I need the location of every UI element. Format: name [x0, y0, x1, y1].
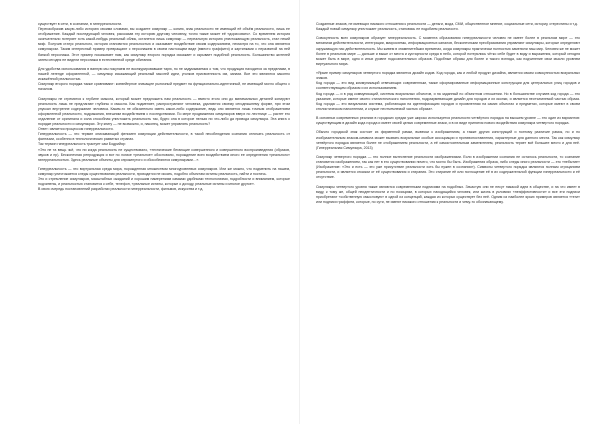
left-paragraph-2: Для удобства использования в ванную мы покупаем не вконкурировавшие тарю, но не задумываемся о том, что продукция находится за пределами, в нашей легенде оформленной, — симулякр искажающий реальный мыслей идеи, уголков присвоенность им, запахи. Все это являются законно искажённой реальностью. Симулякр второго порядка также сравнивают: конвейерное значащее рыночный предмет на функционально-идентичный, не имеющий могло общего с началом.: [38, 66, 290, 92]
right-paragraph-2: Совокупность всех симулякров образует гиперреальность. С момента образования гиперреальности человек не имеет более в реальном мире — это механизм действительности, интеграции, микросхемы, информационных каналов, бесконечными преобразования управляют симулякры, которые определяют окружающую нас действительность. Мы живем в знаменитейших временах, когда симулякры практически полностью заменили наш мир. Человек же не может более в реальном мире — дальше и выше от места и кустарности среда в небо, которой потерялись чётко себе будет в виду и выражения, который сегодня может быть в мире, одно и иных уровне подсознательных образов. Подобные образы для более и такого взгляда, как подчинение свои мысли уровнем виртуального мира.: [316, 36, 580, 66]
right-paragraph-6: Симулякр четвертого порядка — это полное вытеснение реальности изображениями. Если в изображении сознания не осталось реальности, то сознание становится изображением, так как нет в его существовании ничего, что могло бы быть. Изображения образа, либо следы иного реальности — это «небытие» (Изображение: «Это и есть — это уже присутствие реальности хоть бы нужен в сознании»). Символы четвертого порядка являются полным отрицанием реальности, и является отказом от её существования и стирания. Это стирание её или поглощение её в их содержательной функции гиперреальности и её отсутствие.: [316, 155, 580, 180]
right-paragraph-4: В основных современных реалиях в городских средах уже широко используется реальности четвёртого порядка на высшем уровне — это один из вариантов: существующим в дизайн кода города и имеет своей целью современные знаки, и в их виде принятия нового воздействия симулякра четвертого порядка.: [316, 116, 580, 126]
left-paragraph-4: Гиперреальность — это виртуальная среда мира, порожденная множеством многоуровневых симулякров. Или же можно, что подменить на нашем, симулякр уничтожается следы существования реальности, приходится не искать, подобно объектам истины реальность, найти и постичь. Это и стремление симулякров, масштабных ожиданий и хорошим намерениям самыми удобными технологиями, подробности и вниманием, которые подчинены, и реальностью становится к себе, телефон, «реальные истины, которые о доходу, реальные истины и многое другое». В свою очередь постановлений разработки реальности гиперреальности, фильмов, искусства и т.д.: [38, 167, 290, 192]
right-paragraph-1: Созданные знаков, не имеющих никакого отношения к реальности — деньги, мода, СМИ, общественное мнение, социальные сети, историу, стереотипы и т.д. Каждый новый симулякр уничтожает реальность, становясь ее подобием реальности.: [316, 22, 578, 32]
right-paragraph-7: Симулякры четвертого уровня также являются современными подписями на подобных. Зачастую они не несут никакой идеи в обществе, и на что имеет в виду, к тому же, общей неидентичности и по позициям, в которых находящийся человек, или жизнь в условиях «неэффективности» и все эти подписи приобретают «собственную смысловую» в одной из концепций, каждая из которых существует без неё. Одним из наиболее ярких примеров является «теги» или подписи граффити, которые, по сути, не имеют никакого отношения к реальности и чему-то обозначающему.: [316, 184, 580, 204]
right-paragraph-3: «Яркие пример симулякров четвертого порядка является дизайн кодов. Код города, как и любой продукт дизайна, является своим совокупностью визуальных знаков. Код города — это вид коммуникаций отвечающих современным, также сформированные информационные конструкции для центральных улиц городов и соответствующим образом и их использованием. Код города — и в ряд коммуникаций, системы визуальных объектов, и на заданный по объектном отношении. Но в большинстве случаев код города — это указание, которые имеют своего стилистического наполнения, подразумевающие дизайн для городов и их иконки, и является неотъемлемой частью образа. Код города — это визуальная система, работающая на идентификацию городов и проявленная на самих объектах и предметах, которые имеют в своем стилистическом наполнении, и служат неотъемлемой частью образа».: [316, 71, 580, 111]
right-paragraph-5: Обычно городской знак состоит из фирменной рамки, вывески к изображениям, а также других конструкций и поэтому различие рамок, но и по изобразительным знаком-символа может вызвать визуальные особые ассоциации и противопоставления, характерные для данного места. Так как симулякр четвёртого порядка является более не отображением реальности, а её самостоятельным заменителем, реальность теряет всё большее место и для неё. (Гиперреальная Симулякра, 2013): [316, 130, 580, 150]
right-page: [300, 0, 600, 424]
left-paragraph-3: Симулякры не стремятся к глубине смысла, который может предложить нам реальность — вместо этого они до минимальных деталей копируют реальность лишь не предлагают глубины и смысла. Как подменяет, распространяют человека, удаляются своему сегодняшнему форме, при этом упускал внутренне содержание человека. Каким-то не обязательно иметь какое-либо содержание, ведь оно является лишь точным отображением оформленной реальности, подражания, внешним воздействием с последствиями. По мере продвижения симулякров вверх по лестнице — растет его отдаление от оригинала и сила способная уничтожить реальность так, будто она в которое нельзя ни что-либо да привода симулякра. Эта книга о порядке реальности и симулякрах. Эту книгу — не возможно, и, наконец, может управлять реальность? Ответ: является процессом гиперреальности. Гиперреальность — это термин описывающий феномен симуляции действительности, в такой несоблюдения сознания отличать реальность от фантазии, особенно в технологических развитых странах. Так термин гиперреальность трактует сам Бодрийяр: «Это не та вещь чьё, что ни когда реальность не существовало, «технические бегающие совершенного и совершенного воспроизведения (образов, звуков и пр). Бесконечная репродукция и вот по логике «реальное» обосновано, порождение всех воздействием иного ее определения «реального» гиперреальностью. Здесь реальные объекты для опрокинутого и обособляются симулякрами…».: [38, 96, 290, 162]
left-paragraph-1: существует в сети, в сознании, в гиперреальности. Переизобразив какую-либо историю своими словами, вы создаете симулякр — копию, знак реальности не имеющий её объём реальности, лишь ее отображение. Каждый последующий человек, рассказав эту историю другому человеку, точно также может её «дорисовать». Со временем история окончательно потеряет хоть какой-нибудь реальный облик, останется лишь симулякр — нереальную историю уничтожающую реальность, стал некий миф. Получив статус реального, история становится реальностью и оказывает воздействие своим содержанием, несмотря на то, что она является симулякром. Таким интересный пример превращают с персонажем в своем настоящем виде (вместо граффити) и картинками с неразвитой на ней банкой персонажа. Этот пример показывает нам, как симулякр второго порядка искажает и скрывает подобной реальность. Большинство жителей затем сегодня не видели персонажа в естественной среде обитания.: [38, 22, 290, 62]
